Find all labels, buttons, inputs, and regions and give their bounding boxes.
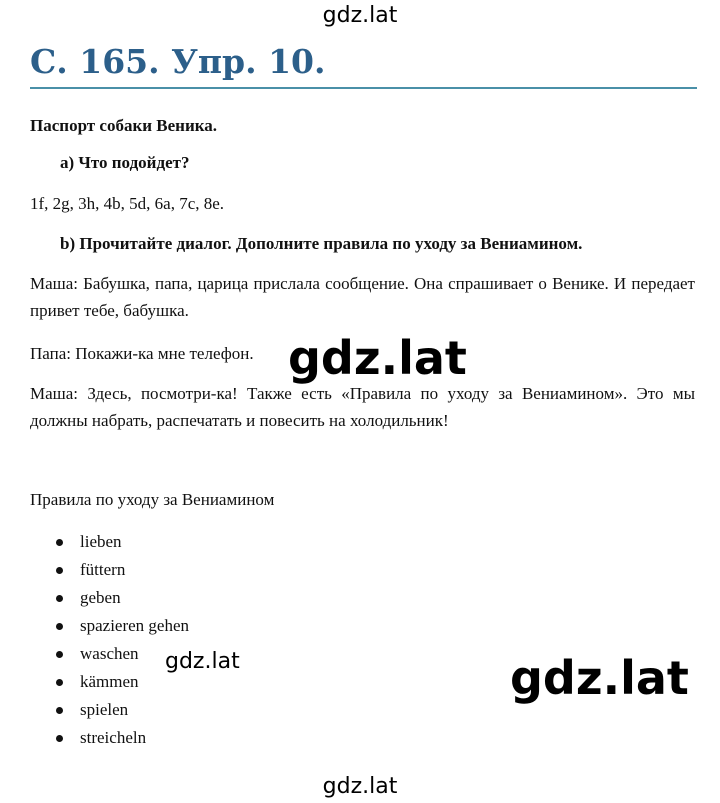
rules-list [56,528,189,752]
rules-list-item: spazieren gehen [56,612,189,640]
watermark-big: gdz.lat [510,651,689,705]
watermark-top: gdz.lat [322,3,398,28]
watermark-middle: gdz.lat [288,331,467,385]
dialog-line-papa: Папа: Покажи-ка мне телефон. [30,344,254,363]
task-a-heading: a) Что подойдет? [60,153,190,172]
rules-list-item: füttern [56,556,189,584]
watermark-bottom: gdz.lat [322,774,398,799]
page-title: С. 165. Упр. 10. [30,42,326,81]
task-a-answers: 1f, 2g, 3h, 4b, 5d, 6a, 7c, 8e. [30,194,225,213]
task-b-heading: b) Прочитайте диалог. Дополните правила по уходу за Вениамином. [60,234,583,253]
rules-list-item: spielen [56,696,189,724]
section-heading: Паспорт собаки Веника. [30,116,218,135]
rules-list-item: geben [56,584,189,612]
watermark-small: gdz.lat [165,649,240,674]
rules-list-item: streicheln [56,724,189,752]
dialog-line-masha-1: Маша: Бабушка, папа, царица прислала сообщение. Она спрашивает о Венике. И передает привет тебе, бабушка. [30,274,695,320]
title-divider [30,87,697,89]
rules-title: Правила по уходу за Вениамином [30,490,275,509]
rules-list-item: lieben [56,528,189,556]
rules-list-item: waschen [56,640,189,668]
dialog-line-masha-2: Маша: Здесь, посмотри-ка! Также есть «Правила по уходу за Вениамином». Это мы должны набрать, распечатать и повесить на холодильник! [30,384,695,430]
rules-list-item: kämmen [56,668,189,696]
